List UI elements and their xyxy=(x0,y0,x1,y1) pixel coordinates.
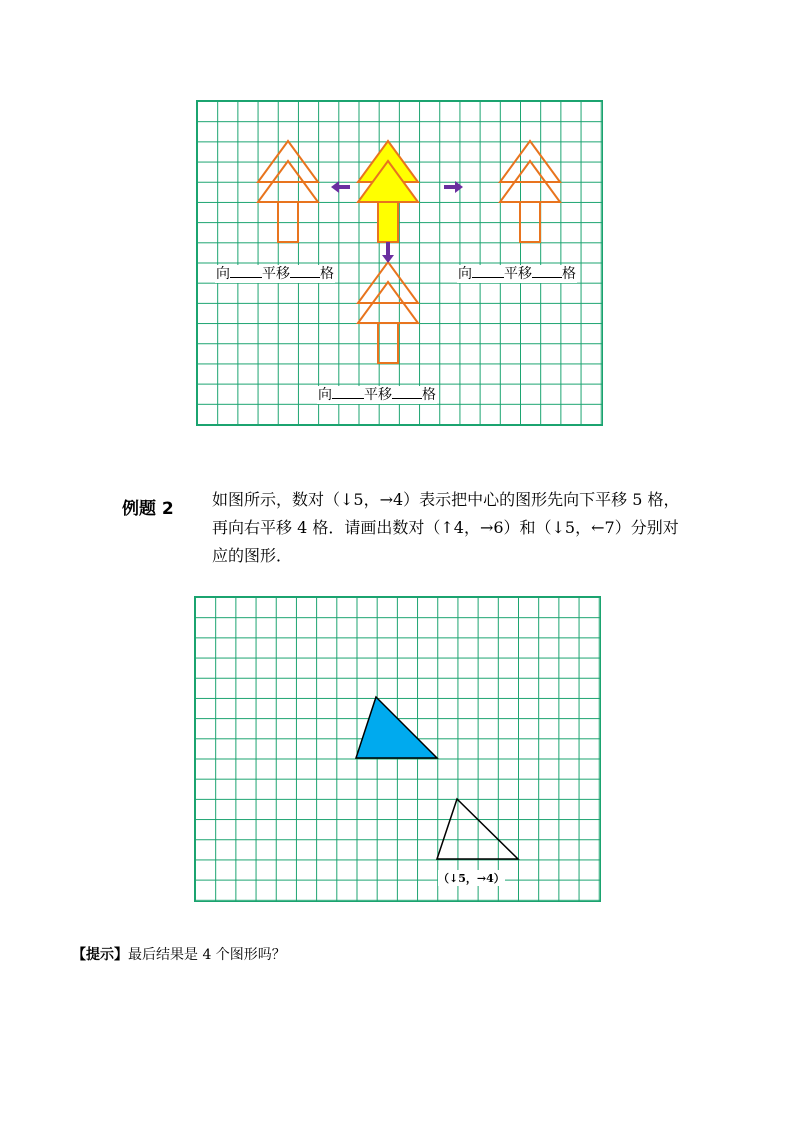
left-translation-label: 向 平移 格 xyxy=(216,266,334,282)
hint-text: 最后结果是 4 个图形吗？ xyxy=(128,947,286,963)
hint xyxy=(72,944,286,964)
bottom-translation-label: 向 平移 格 xyxy=(318,387,436,403)
right-translation-label: 向 平移 格 xyxy=(458,266,576,282)
blue-triangle xyxy=(356,697,437,758)
pair-label: （↓5，→4） xyxy=(438,872,505,885)
translated-triangle xyxy=(437,799,518,859)
hint-label: 【提示】 xyxy=(72,947,128,963)
example-text: 如图所示，数对（↓5，→4）表示把中心的图形先向下平移 5 格，再向右平移 4 格．请画出数对（↑4，→6）和（↓5，←7）分别对应的图形． xyxy=(212,490,680,565)
example-label: 例题 2 xyxy=(122,499,174,519)
